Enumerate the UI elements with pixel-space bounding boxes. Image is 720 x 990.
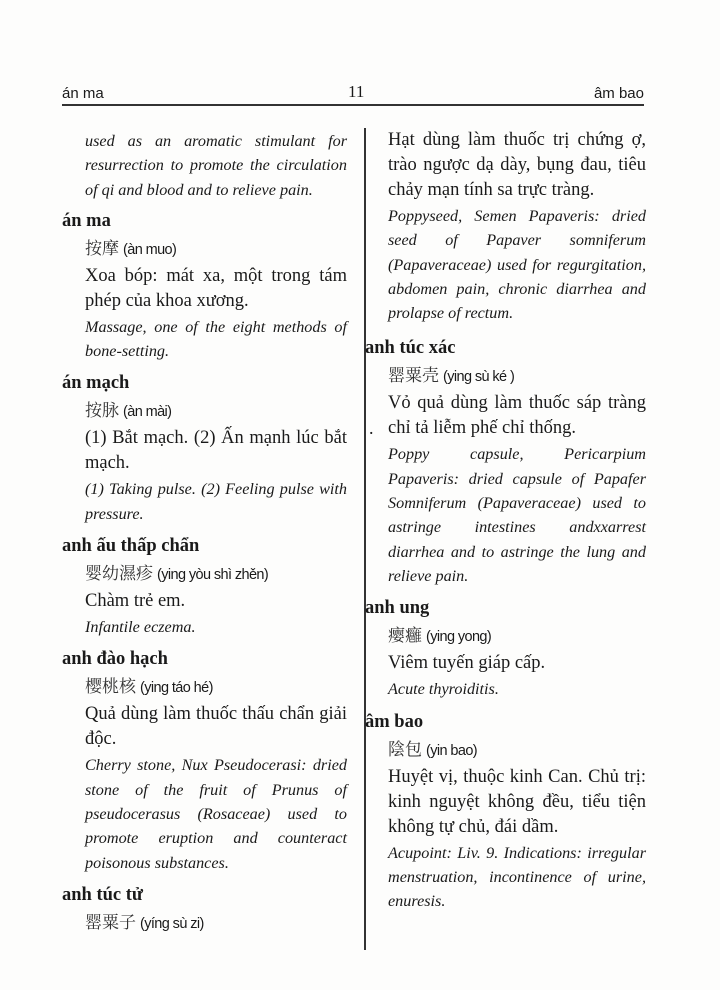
dictionary-entry bbox=[365, 334, 646, 588]
chinese-term bbox=[85, 560, 347, 589]
english-definition: Poppy capsule, Pericarpium Papaveris: dried capsule of Papafer Somniferum (Papaveraceae) used to astringe intestines andxxarrest diarrhea and to astringe the lung and relieve pain. bbox=[388, 445, 646, 585]
chinese-characters: 陰包 bbox=[388, 739, 422, 759]
vietnamese-definition: (1) Bắt mạch. (2) Ấn mạnh lúc bắt mạch. bbox=[85, 428, 347, 474]
pinyin: (àn muo) bbox=[123, 241, 177, 258]
pinyin: (ying sù ké ) bbox=[443, 369, 515, 386]
headword: án mạch bbox=[62, 373, 130, 394]
dictionary-entry bbox=[365, 594, 646, 701]
chinese-term bbox=[85, 673, 347, 702]
header-last-entry: âm bao bbox=[593, 85, 644, 102]
chinese-characters: 樱桃核 bbox=[85, 677, 136, 697]
continuation-english: used as an aromatic stimulant for resurrection to promote the circulation of qi and blood and to relieve pain. bbox=[85, 132, 347, 199]
vietnamese-definition: Vỏ quả dùng làm thuốc sáp tràng chỉ tả liễm phế chỉ thống. bbox=[388, 393, 646, 439]
headword: anh túc xác bbox=[365, 338, 456, 359]
vietnamese-definition: Xoa bóp: mát xa, một trong tám phép của khoa xương. bbox=[85, 265, 347, 311]
dictionary-entry bbox=[62, 645, 347, 874]
continuation-english: Poppyseed, Semen Papaveris: dried seed of Papaver somniferum (Papaveraceae) used for regurgitation, abdomen pain, chronic diarrhea and prolapse of rectum. bbox=[388, 207, 646, 323]
chinese-term bbox=[85, 235, 347, 264]
right-column bbox=[365, 128, 646, 919]
pinyin: (ying yong) bbox=[426, 629, 492, 646]
english-definition: (1) Taking pulse. (2) Feeling pulse with pressure. bbox=[85, 480, 347, 523]
vietnamese-definition: Chàm trẻ em. bbox=[85, 591, 186, 612]
dictionary-entry bbox=[62, 369, 347, 526]
headword: âm bao bbox=[365, 711, 424, 732]
dictionary-entry bbox=[62, 881, 347, 938]
headword: anh túc tử bbox=[62, 884, 144, 905]
pinyin: (ying yòu shì zhěn) bbox=[157, 567, 269, 584]
dictionary-entry bbox=[62, 207, 347, 364]
chinese-characters: 罂粟子 bbox=[85, 912, 136, 932]
chinese-characters: 罂粟壳 bbox=[388, 366, 439, 386]
pinyin: (ying táo hé) bbox=[140, 680, 213, 697]
english-definition: Acupoint: Liv. 9. Indications: irregular menstruation, incontinence of urine, enuresis. bbox=[388, 843, 646, 911]
pinyin: (yin bao) bbox=[426, 742, 478, 759]
chinese-term bbox=[85, 397, 347, 426]
chinese-characters: 瘿癰 bbox=[388, 626, 422, 646]
chinese-characters: 按摩 bbox=[85, 238, 119, 258]
pinyin: (yíng sù zi) bbox=[140, 915, 204, 932]
headword: anh ấu thấp chẩn bbox=[62, 536, 200, 557]
chinese-term bbox=[388, 622, 646, 651]
english-definition: Massage, one of the eight methods of bone-setting. bbox=[85, 317, 347, 361]
vietnamese-definition: Quả dùng làm thuốc thấu chẩn giải độc. bbox=[85, 704, 347, 750]
english-definition: Cherry stone, Nux Pseudocerasi: dried stone of the fruit of Prunus of pseudocerasus (Rosaceae) used to promote eruption and counteract poisonous substances. bbox=[85, 756, 347, 872]
headword: anh ung bbox=[365, 598, 430, 619]
chinese-characters: 按脉 bbox=[85, 401, 119, 421]
headword: anh đào hạch bbox=[62, 649, 168, 670]
chinese-term bbox=[388, 362, 646, 391]
english-definition: Infantile eczema. bbox=[85, 618, 196, 637]
page-number: 11 bbox=[348, 82, 365, 101]
left-column bbox=[62, 128, 347, 944]
dictionary-entry bbox=[365, 708, 646, 914]
header-first-entry: án ma bbox=[62, 85, 104, 102]
chinese-term bbox=[388, 736, 646, 765]
vietnamese-definition: Huyệt vị, thuộc kinh Can. Chủ trị: kinh nguyệt không đều, tiểu tiện không tự chủ, đái dầm. bbox=[388, 766, 646, 837]
vietnamese-definition: Viêm tuyến giáp cấp. bbox=[388, 653, 546, 674]
stray-mark: . bbox=[369, 418, 374, 438]
chinese-characters: 婴幼濕疹 bbox=[85, 564, 153, 584]
english-definition: Acute thyroiditis. bbox=[388, 680, 499, 699]
running-header bbox=[62, 82, 644, 106]
continuation-vietnamese: Hạt dùng làm thuốc trị chứng ợ, trào ngược dạ dày, bụng đau, tiêu chảy mạn tính sa trực tràng. bbox=[388, 130, 646, 200]
chinese-term bbox=[85, 909, 347, 938]
dictionary-entry bbox=[62, 532, 347, 639]
headword: án ma bbox=[62, 210, 111, 231]
pinyin: (àn mài) bbox=[123, 404, 172, 421]
